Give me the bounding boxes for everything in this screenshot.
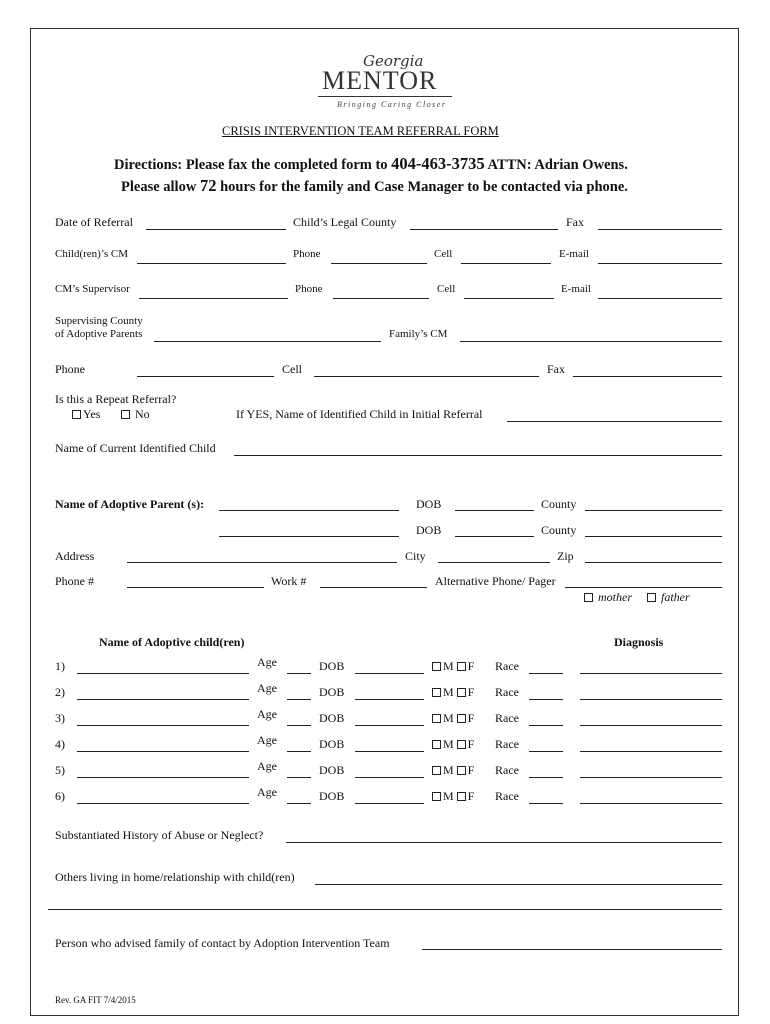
familys-cm-label: Family’s CM bbox=[389, 328, 448, 340]
child-1-age-label: Age bbox=[257, 655, 277, 669]
parent-1-name-field[interactable] bbox=[219, 510, 399, 511]
cm-email-field[interactable] bbox=[598, 263, 722, 264]
child-1-sex-options bbox=[432, 659, 474, 674]
childs-legal-county-field[interactable] bbox=[410, 229, 558, 230]
child-5-male-checkbox[interactable] bbox=[432, 766, 441, 775]
child-3-age-label: Age bbox=[257, 707, 277, 721]
child-6-sex-options bbox=[432, 789, 474, 804]
child-6-diagnosis-field[interactable] bbox=[580, 803, 722, 804]
city-field[interactable] bbox=[438, 562, 550, 563]
child-5-dob-label: DOB bbox=[319, 763, 345, 777]
child-1-female-checkbox[interactable] bbox=[457, 662, 466, 671]
cm-cell-field[interactable] bbox=[461, 263, 551, 264]
parent-1-county-field[interactable] bbox=[585, 510, 722, 511]
child-3-sex-options bbox=[432, 711, 474, 726]
child-1-male-checkbox[interactable] bbox=[432, 662, 441, 671]
logo-mentor: MENTOR bbox=[322, 66, 438, 95]
child-2-name-field[interactable] bbox=[77, 699, 249, 700]
alt-phone-label: Alternative Phone/ Pager bbox=[435, 574, 556, 588]
child-1-race-field[interactable] bbox=[529, 673, 563, 674]
child-2-age-field[interactable] bbox=[287, 699, 311, 700]
repeat-referral-label: Is this a Repeat Referral? bbox=[55, 392, 177, 406]
child-4-female-label: F bbox=[467, 737, 475, 751]
child-3-number: 3) bbox=[55, 711, 65, 725]
child-1-age-field[interactable] bbox=[287, 673, 311, 674]
child-1-dob-field[interactable] bbox=[355, 673, 424, 674]
supervisor-phone-field[interactable] bbox=[333, 298, 429, 299]
mother-label: mother bbox=[598, 590, 632, 604]
cm-phone-field[interactable] bbox=[331, 263, 427, 264]
hours-number: 72 bbox=[199, 176, 217, 195]
supervising-county-label-1: Supervising County bbox=[55, 315, 143, 327]
child-5-name-field[interactable] bbox=[77, 777, 249, 778]
child-5-sex-options bbox=[432, 763, 474, 778]
no-checkbox[interactable] bbox=[121, 410, 130, 419]
form-title: CRISIS INTERVENTION TEAM REFERRAL FORM bbox=[222, 124, 499, 138]
phone-num-label: Phone # bbox=[55, 574, 94, 588]
father-label: father bbox=[661, 590, 690, 604]
child-5-diagnosis-field[interactable] bbox=[580, 777, 722, 778]
adoptive-parents-label: Name of Adoptive Parent (s): bbox=[55, 497, 205, 511]
section-divider bbox=[48, 909, 722, 910]
city-label: City bbox=[405, 549, 426, 563]
cm-cell-label: Cell bbox=[434, 248, 453, 260]
work-num-label: Work # bbox=[271, 574, 307, 588]
zip-field[interactable] bbox=[585, 562, 722, 563]
child-3-age-field[interactable] bbox=[287, 725, 311, 726]
alt-phone-field[interactable] bbox=[565, 587, 722, 588]
parent-1-dob-field[interactable] bbox=[455, 510, 534, 511]
child-5-male-label: M bbox=[443, 763, 454, 777]
child-2-male-checkbox[interactable] bbox=[432, 688, 441, 697]
family-fax-field[interactable] bbox=[573, 376, 722, 377]
child-1-female-label: F bbox=[467, 659, 475, 673]
child-6-race-label: Race bbox=[495, 789, 519, 803]
child-3-race-field[interactable] bbox=[529, 725, 563, 726]
child-5-dob-field[interactable] bbox=[355, 777, 424, 778]
child-2-male-label: M bbox=[443, 685, 454, 699]
supervising-county-label-2: of Adoptive Parents bbox=[55, 328, 143, 340]
child-4-age-label: Age bbox=[257, 733, 277, 747]
date-of-referral-label: Date of Referral bbox=[55, 215, 133, 229]
child-4-dob-field[interactable] bbox=[355, 751, 424, 752]
parent-2-county-label: County bbox=[541, 523, 577, 537]
child-1-name-field[interactable] bbox=[77, 673, 249, 674]
supervisor-cell-label: Cell bbox=[437, 283, 456, 295]
fax-number: 404-463-3735 bbox=[391, 154, 485, 173]
cm-email-label: E-mail bbox=[559, 248, 589, 260]
child-4-name-field[interactable] bbox=[77, 751, 249, 752]
child-2-race-field[interactable] bbox=[529, 699, 563, 700]
child-3-dob-field[interactable] bbox=[355, 725, 424, 726]
advised-by-field[interactable] bbox=[422, 949, 722, 950]
child-2-race-label: Race bbox=[495, 685, 519, 699]
child-3-name-field[interactable] bbox=[77, 725, 249, 726]
child-4-race-field[interactable] bbox=[529, 751, 563, 752]
father-checkbox[interactable] bbox=[647, 593, 656, 602]
child-3-female-label: F bbox=[467, 711, 475, 725]
directions-line-1 bbox=[114, 154, 628, 174]
mother-option[interactable] bbox=[584, 590, 632, 605]
no-label: No bbox=[135, 407, 150, 421]
child-3-dob-label: DOB bbox=[319, 711, 345, 725]
father-option[interactable] bbox=[647, 590, 690, 605]
advised-by-label: Person who advised family of contact by Adoption Intervention Team bbox=[55, 936, 390, 950]
child-5-race-label: Race bbox=[495, 763, 519, 777]
family-fax-label: Fax bbox=[547, 362, 565, 376]
child-4-female-checkbox[interactable] bbox=[457, 740, 466, 749]
child-4-male-label: M bbox=[443, 737, 454, 751]
child-1-dob-label: DOB bbox=[319, 659, 345, 673]
family-cell-label: Cell bbox=[282, 362, 302, 376]
child-5-number: 5) bbox=[55, 763, 65, 777]
child-5-female-checkbox[interactable] bbox=[457, 766, 466, 775]
parent-1-county-label: County bbox=[541, 497, 577, 511]
child-6-dob-field[interactable] bbox=[355, 803, 424, 804]
child-2-female-checkbox[interactable] bbox=[457, 688, 466, 697]
child-4-age-field[interactable] bbox=[287, 751, 311, 752]
supervisor-email-field[interactable] bbox=[598, 298, 722, 299]
child-4-number: 4) bbox=[55, 737, 65, 751]
child-2-age-label: Age bbox=[257, 681, 277, 695]
child-5-race-field[interactable] bbox=[529, 777, 563, 778]
children-header-name: Name of Adoptive child(ren) bbox=[99, 635, 245, 649]
child-2-diagnosis-field[interactable] bbox=[580, 699, 722, 700]
child-3-race-label: Race bbox=[495, 711, 519, 725]
child-2-number: 2) bbox=[55, 685, 65, 699]
cms-supervisor-field[interactable] bbox=[139, 298, 288, 299]
child-3-diagnosis-field[interactable] bbox=[580, 725, 722, 726]
phone-num-field[interactable] bbox=[127, 587, 264, 588]
child-3-female-checkbox[interactable] bbox=[457, 714, 466, 723]
child-3-male-checkbox[interactable] bbox=[432, 714, 441, 723]
yes-label: Yes bbox=[83, 407, 101, 421]
allow-suffix: hours for the family and Case Manager to be contacted via phone. bbox=[220, 179, 628, 195]
childrens-cm-label: Child(ren)’s CM bbox=[55, 248, 129, 260]
supervising-county-field[interactable] bbox=[154, 341, 381, 342]
logo-tagline: Bringing Caring Closer bbox=[337, 100, 447, 109]
child-3-male-label: M bbox=[443, 711, 454, 725]
repeat-no-option[interactable] bbox=[121, 407, 150, 422]
directions-prefix: Directions: Please fax the completed form to bbox=[114, 157, 388, 173]
familys-cm-field[interactable] bbox=[460, 341, 722, 342]
child-6-race-field[interactable] bbox=[529, 803, 563, 804]
revision-label: Rev. GA FIT 7/4/2015 bbox=[55, 995, 136, 1005]
child-6-female-label: F bbox=[467, 789, 475, 803]
child-6-female-checkbox[interactable] bbox=[457, 792, 466, 801]
if-yes-label: If YES, Name of Identified Child in Initial Referral bbox=[236, 407, 483, 421]
child-4-sex-options bbox=[432, 737, 474, 752]
abuse-history-field[interactable] bbox=[286, 842, 722, 843]
mother-checkbox[interactable] bbox=[584, 593, 593, 602]
yes-checkbox[interactable] bbox=[72, 410, 81, 419]
child-1-diagnosis-field[interactable] bbox=[580, 673, 722, 674]
attn: ATTN: Adrian Owens. bbox=[487, 157, 628, 173]
address-label: Address bbox=[55, 549, 95, 563]
child-6-male-label: M bbox=[443, 789, 454, 803]
child-4-dob-label: DOB bbox=[319, 737, 345, 751]
child-4-race-label: Race bbox=[495, 737, 519, 751]
parent-2-dob-field[interactable] bbox=[455, 536, 534, 537]
repeat-yes-option[interactable] bbox=[72, 407, 100, 422]
zip-label: Zip bbox=[557, 549, 574, 563]
fax-field[interactable] bbox=[598, 229, 722, 230]
child-2-dob-field[interactable] bbox=[355, 699, 424, 700]
work-num-field[interactable] bbox=[320, 587, 427, 588]
child-1-number: 1) bbox=[55, 659, 65, 673]
child-1-male-label: M bbox=[443, 659, 454, 673]
family-phone-field[interactable] bbox=[137, 376, 274, 377]
others-in-home-field[interactable] bbox=[315, 884, 722, 885]
child-5-age-label: Age bbox=[257, 759, 277, 773]
child-1-race-label: Race bbox=[495, 659, 519, 673]
date-of-referral-field[interactable] bbox=[146, 229, 286, 230]
child-5-female-label: F bbox=[467, 763, 475, 777]
allow-text: Please allow bbox=[121, 179, 197, 195]
initial-referral-child-field[interactable] bbox=[507, 421, 722, 422]
parent-2-dob-label: DOB bbox=[416, 523, 442, 537]
supervisor-phone-label: Phone bbox=[295, 283, 323, 295]
child-6-male-checkbox[interactable] bbox=[432, 792, 441, 801]
child-6-number: 6) bbox=[55, 789, 65, 803]
parent-2-county-field[interactable] bbox=[585, 536, 722, 537]
current-child-label: Name of Current Identified Child bbox=[55, 441, 216, 455]
child-6-age-label: Age bbox=[257, 785, 277, 799]
child-4-male-checkbox[interactable] bbox=[432, 740, 441, 749]
childrens-cm-field[interactable] bbox=[137, 263, 286, 264]
directions-line-2 bbox=[121, 176, 628, 196]
child-6-name-field[interactable] bbox=[77, 803, 249, 804]
cms-supervisor-label: CM’s Supervisor bbox=[55, 283, 130, 295]
cm-phone-label: Phone bbox=[293, 248, 321, 260]
abuse-history-label: Substantiated History of Abuse or Neglect? bbox=[55, 828, 264, 842]
childs-legal-county-label: Child’s Legal County bbox=[293, 215, 397, 229]
current-child-field[interactable] bbox=[234, 455, 722, 456]
logo-georgia: Georgia bbox=[363, 52, 424, 70]
child-2-female-label: F bbox=[467, 685, 475, 699]
child-6-dob-label: DOB bbox=[319, 789, 345, 803]
fax-label: Fax bbox=[566, 215, 584, 229]
address-field[interactable] bbox=[127, 562, 397, 563]
child-6-age-field[interactable] bbox=[287, 803, 311, 804]
parent-1-dob-label: DOB bbox=[416, 497, 442, 511]
child-5-age-field[interactable] bbox=[287, 777, 311, 778]
family-cell-field[interactable] bbox=[314, 376, 539, 377]
parent-2-name-field[interactable] bbox=[219, 536, 399, 537]
supervisor-email-label: E-mail bbox=[561, 283, 591, 295]
child-4-diagnosis-field[interactable] bbox=[580, 751, 722, 752]
child-2-dob-label: DOB bbox=[319, 685, 345, 699]
supervisor-cell-field[interactable] bbox=[464, 298, 554, 299]
children-header-diagnosis: Diagnosis bbox=[614, 635, 664, 649]
family-phone-label: Phone bbox=[55, 362, 85, 376]
child-2-sex-options bbox=[432, 685, 474, 700]
others-in-home-label: Others living in home/relationship with child(ren) bbox=[55, 870, 295, 884]
